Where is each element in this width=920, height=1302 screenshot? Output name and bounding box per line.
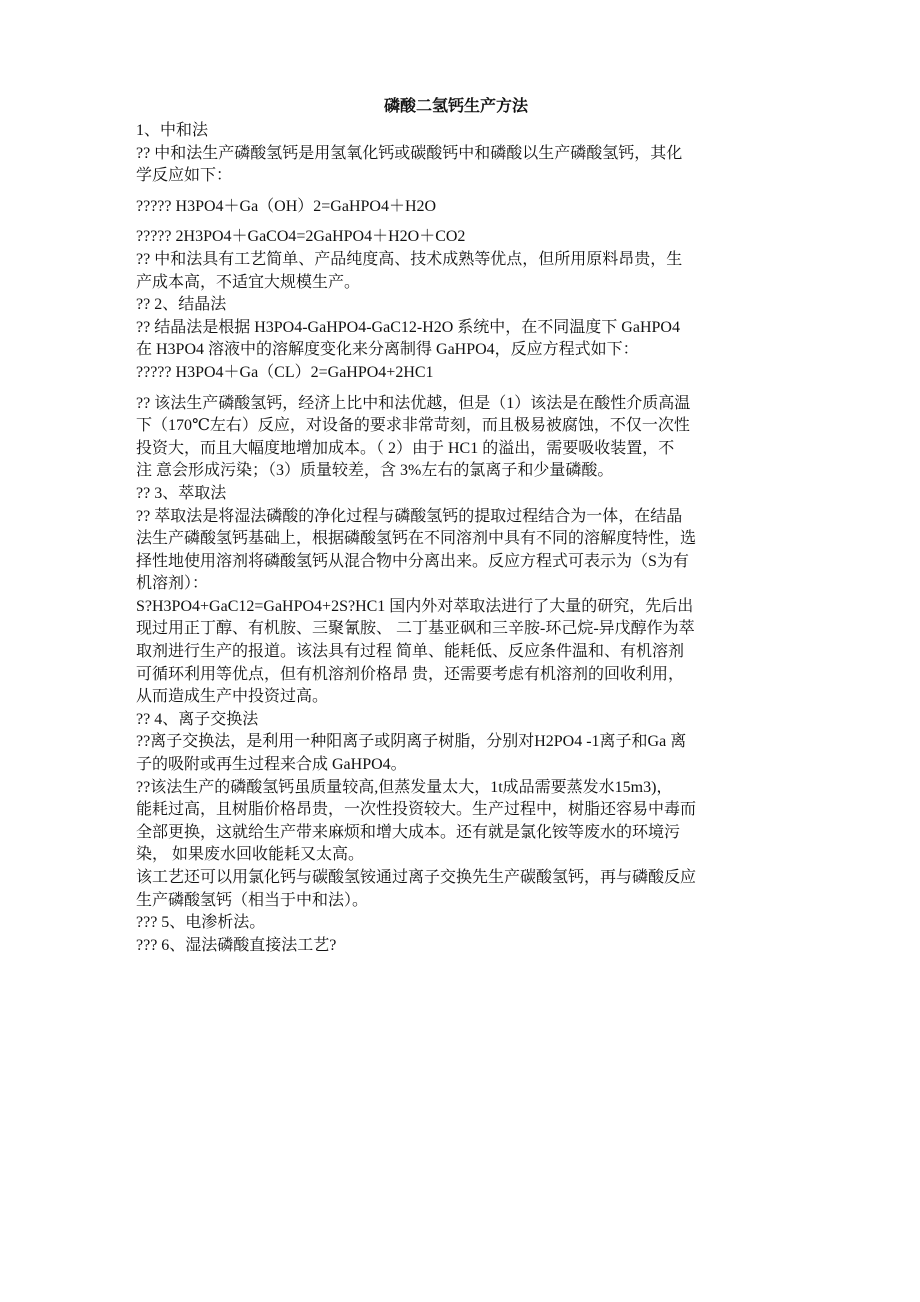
equation-line: ????? H3PO4＋Ga（OH）2=GaHPO4＋H2O xyxy=(136,197,437,215)
text-line: ??该法生产的磷酸氢钙虽质量较高,但蒸发量太大，1t成品需要蒸发水15m3)， xyxy=(136,778,673,796)
text-line: 下（170℃左右）反应，对设备的要求非常苛刻，而且极易被腐蚀，不仅一次性 xyxy=(136,417,690,435)
text-line: 能耗过高，且树脂价格昂贵，一次性投资较大。生产过程中，树脂还容易中毒而 xyxy=(136,801,697,819)
text-line: 生产磷酸氢钙（相当于中和法）。 xyxy=(136,891,369,909)
text-line: ?? 结晶法是根据 H3PO4-GaHPO4-GaC12-H2O 系统中，在不同温度下 GaHPO4 xyxy=(136,318,680,336)
text-line: S?H3PO4+GaC12=GaHPO4+2S?HC1 国内外对萃取法进行了大量的研究，先后出 xyxy=(136,597,694,615)
text-line: 从而造成生产中投资过高。 xyxy=(136,688,329,706)
text-line: ?? 该法生产磷酸氢钙，经济上比中和法优越，但是（1）该法是在酸性介质高温 xyxy=(136,394,691,412)
document-title: 磷酸二氢钙生产方法 xyxy=(383,98,528,115)
text-line: 在 H3PO4 溶液中的溶解度变化来分离制得 GaHPO4，反应方程式如下： xyxy=(136,341,639,359)
text-line: 全部更换，这就给生产带来麻烦和增大成本。还有就是氯化铵等废水的环境污 xyxy=(136,823,681,841)
text-line: 机溶剂）： xyxy=(136,575,209,593)
text-line: 择性地使用溶剂将磷酸氢钙从混合物中分离出来。反应方程式可表示为（S为有 xyxy=(136,552,689,570)
section-heading-wet-process: ??? 6、湿法磷酸直接法工艺? xyxy=(136,936,337,954)
text-line: ??离子交换法，是利用一种阳离子或阴离子树脂，分别对H2PO4 -1离子和Ga 离 xyxy=(136,733,687,751)
text-line: 取剂进行生产的报道。该法具有过程 简单、能耗低、反应条件温和、有机溶剂 xyxy=(136,643,685,661)
text-line: 产成本高，不适宜大规模生产。 xyxy=(136,273,361,291)
equation-line: ????? H3PO4＋Ga（CL）2=GaHPO4+2HC1 xyxy=(136,363,434,381)
text-line: 现过用正丁醇、有机胺、三聚氰胺、 二丁基亚砜和三辛胺-环己烷-异戊醇作为萃 xyxy=(136,620,695,638)
text-line: 子的吸附或再生过程来合成 GaHPO4。 xyxy=(136,756,407,774)
text-line: 注 意会形成污染；（3）质量较差，含 3%左右的氯离子和少量磷酸。 xyxy=(136,462,614,480)
text-line: ?? 中和法生产磷酸氢钙是用氢氧化钙或碳酸钙中和磷酸以生产磷酸氢钙，其化 xyxy=(136,144,683,162)
text-line: 染， 如果废水回收能耗又太高。 xyxy=(136,846,365,864)
text-line: ?? 中和法具有工艺简单、产品纯度高、技术成熟等优点，但所用原料昂贵，生 xyxy=(136,250,683,268)
text-line: 法生产磷酸氢钙基础上，根据磷酸氢钙在不同溶剂中具有不同的溶解度特性，选 xyxy=(136,530,697,548)
text-line: 该工艺还可以用氯化钙与碳酸氢铵通过离子交换先生产碳酸氢钙，再与磷酸反应 xyxy=(136,869,697,886)
document-page xyxy=(136,96,776,957)
section-heading-ion-exchange: ?? 4、离子交换法 xyxy=(136,710,259,728)
text-line: 可循环利用等优点，但有机溶剂价格昂 贵，还需要考虑有机溶剂的回收利用， xyxy=(136,665,685,683)
section-heading-electrodialysis: ??? 5、电渗析法。 xyxy=(136,914,266,932)
text-line: ?? 萃取法是将湿法磷酸的净化过程与磷酸氢钙的提取过程结合为一体，在结晶 xyxy=(136,507,683,525)
text-line: 投资大，而且大幅度地增加成本。（ 2）由于 HC1 的溢出，需要吸收装置，不 xyxy=(136,439,675,457)
section-heading-extraction: ?? 3、萃取法 xyxy=(136,484,227,502)
equation-line: ????? 2H3PO4＋GaCO4=2GaHPO4＋H2O＋CO2 xyxy=(136,228,466,246)
section-heading-neutralization: 1、中和法 xyxy=(136,122,209,139)
section-heading-crystallization: ?? 2、结晶法 xyxy=(136,296,227,314)
text-line: 学反应如下： xyxy=(136,167,233,185)
